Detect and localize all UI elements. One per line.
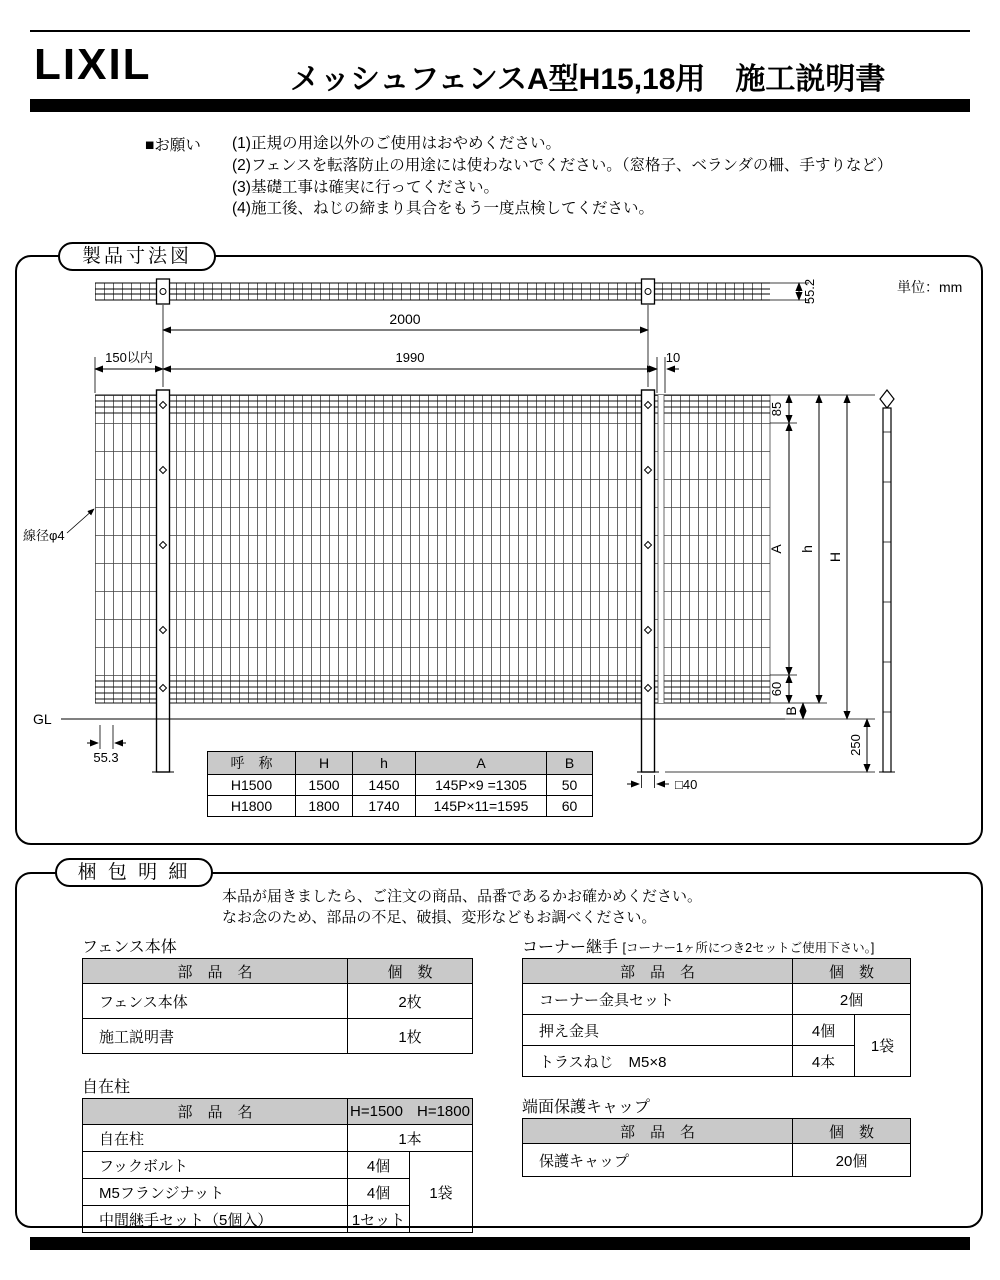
footer-bar — [30, 1237, 970, 1250]
table-row — [208, 796, 593, 817]
table-header-cell: 部 品 名 — [523, 1119, 793, 1144]
cap-parts-table — [522, 1118, 911, 1177]
dim-label-h: h — [799, 545, 815, 553]
table-header-cell: H — [296, 752, 353, 775]
dim-label-2000: 2000 — [389, 311, 421, 327]
table-cell: 145P×9 =1305 — [416, 775, 547, 796]
notice-item: (3)基礎工事は確実に行ってください。 — [232, 178, 499, 196]
notice-label: ■お願い — [145, 137, 201, 154]
bag-cell: 1袋 — [855, 1015, 911, 1077]
table-row — [523, 1015, 911, 1046]
table-cell: 1800 — [296, 796, 353, 817]
corner-parts-table — [522, 958, 911, 1077]
table-cell: フェンス本体 — [83, 984, 348, 1019]
dim-label-150: 150以内 — [105, 350, 153, 365]
fence-table-title: フェンス本体 — [82, 939, 177, 956]
table-cell: 2個 — [793, 984, 911, 1015]
table-cell: 20個 — [793, 1144, 911, 1177]
table-cell: 1450 — [353, 775, 416, 796]
table-cell: 4本 — [793, 1046, 855, 1077]
table-cell: 50 — [547, 775, 593, 796]
page-title: メッシュフェンスA型H15,18用 施工説明書 — [290, 63, 886, 96]
table-cell: M5フランジナット — [83, 1179, 348, 1206]
table-header-cell: 部 品 名 — [83, 959, 348, 984]
table-cell: 自在柱 — [83, 1125, 348, 1152]
dim-label-55-2: 55.2 — [802, 278, 817, 305]
dim-label-55-3: 55.3 — [93, 750, 119, 765]
table-cell: 押え金具 — [523, 1015, 793, 1046]
header-h1500: H=1500 — [350, 1103, 403, 1120]
table-header-cell: 個 数 — [348, 959, 473, 984]
dimension-section-title: 製品寸法図 — [58, 242, 216, 271]
fence-parts-table — [82, 958, 473, 1054]
cap-table-title: 端面保護キャップ — [522, 1099, 651, 1116]
table-cell: 施工説明書 — [83, 1019, 348, 1054]
notice-list — [232, 133, 892, 220]
dim-label-H: H — [827, 551, 843, 563]
table-header-cell: 部 品 名 — [83, 1099, 348, 1125]
table-cell: 1本 — [348, 1125, 473, 1152]
table-row — [83, 1125, 473, 1152]
notice-item: (4)施工後、ねじの締まり具合をもう一度点検してください。 — [232, 200, 654, 218]
dim-label-60: 60 — [769, 681, 784, 697]
table-row — [523, 959, 911, 984]
bag-cell: 1袋 — [410, 1152, 473, 1233]
corner-table-title — [522, 934, 874, 957]
table-cell: 保護キャップ — [523, 1144, 793, 1177]
packing-section-title: 梱 包 明 細 — [55, 858, 213, 887]
dim-label-10: 10 — [665, 350, 681, 365]
table-cell: 1740 — [353, 796, 416, 817]
table-cell: 1枚 — [348, 1019, 473, 1054]
table-header-cell: 部 品 名 — [523, 959, 793, 984]
lixil-logo: LIXIL — [34, 40, 152, 89]
post-parts-table — [82, 1098, 473, 1233]
table-row — [83, 959, 473, 984]
table-header-cell: h — [353, 752, 416, 775]
dim-label-250: 250 — [848, 734, 863, 756]
table-cell: トラスねじ M5×8 — [523, 1046, 793, 1077]
table-row — [83, 984, 473, 1019]
dimension-figure-section — [15, 255, 983, 845]
corner-title-text: コーナー継手 — [522, 939, 619, 956]
notice-item: (2)フェンスを転落防止の用途には使わないでください。（窓格子、ベランダの柵、手すりなど） — [232, 156, 893, 174]
table-row — [83, 1019, 473, 1054]
table-header-cell: 個 数 — [793, 1119, 911, 1144]
table-header-cell — [348, 1099, 473, 1125]
dimension-table — [207, 751, 593, 817]
notice-item: (1)正規の用途以外のご使用はおやめください。 — [232, 135, 561, 152]
table-cell: 4個 — [793, 1015, 855, 1046]
header-h1800: H=1800 — [417, 1103, 470, 1120]
dim-label-1990: 1990 — [395, 350, 425, 365]
table-cell: 4個 — [348, 1179, 410, 1206]
packing-note-line: なお念のため、部品の不足、破損、変形などもお調べください。 — [222, 909, 657, 926]
table-row — [83, 1099, 473, 1125]
post-size-label: □40 — [675, 777, 698, 792]
dim-label-B: B — [783, 706, 799, 716]
table-cell: 2枚 — [348, 984, 473, 1019]
table-row — [523, 1046, 911, 1077]
table-row — [208, 775, 593, 796]
table-row — [523, 984, 911, 1015]
table-cell: 1セット — [348, 1206, 410, 1233]
packing-note — [222, 886, 702, 928]
table-row — [523, 1119, 911, 1144]
table-header-cell: A — [416, 752, 547, 775]
wire-diameter-label: 線径φ4 — [23, 528, 65, 543]
dim-label-A: A — [768, 544, 784, 554]
table-cell: フックボルト — [83, 1152, 348, 1179]
header-bar — [30, 99, 970, 112]
post-table-title: 自在柱 — [82, 1079, 131, 1096]
packing-note-line: 本品が届きましたら、ご注文の商品、品番であるかお確かめください。 — [222, 888, 703, 905]
unit-label: 単位：mm — [897, 279, 963, 295]
top-rule — [30, 30, 970, 32]
table-row — [83, 1152, 473, 1179]
table-cell: 60 — [547, 796, 593, 817]
dim-label-85: 85 — [769, 401, 784, 417]
table-cell: 145P×11=1595 — [416, 796, 547, 817]
table-header-cell: 呼 称 — [208, 752, 296, 775]
table-row — [523, 1144, 911, 1177]
table-cell: H1800 — [208, 796, 296, 817]
table-header-cell: 個 数 — [793, 959, 911, 984]
corner-title-note: [コーナー1ヶ所につき2セットご使用下さい。] — [622, 941, 875, 955]
table-cell: 中間継手セット（5個入） — [83, 1206, 348, 1233]
gl-label: GL — [33, 711, 52, 727]
table-header-cell: B — [547, 752, 593, 775]
table-cell: H1500 — [208, 775, 296, 796]
table-cell: 1500 — [296, 775, 353, 796]
table-cell: 4個 — [348, 1152, 410, 1179]
packing-section — [15, 872, 983, 1228]
table-cell: コーナー金具セット — [523, 984, 793, 1015]
table-row — [208, 752, 593, 775]
